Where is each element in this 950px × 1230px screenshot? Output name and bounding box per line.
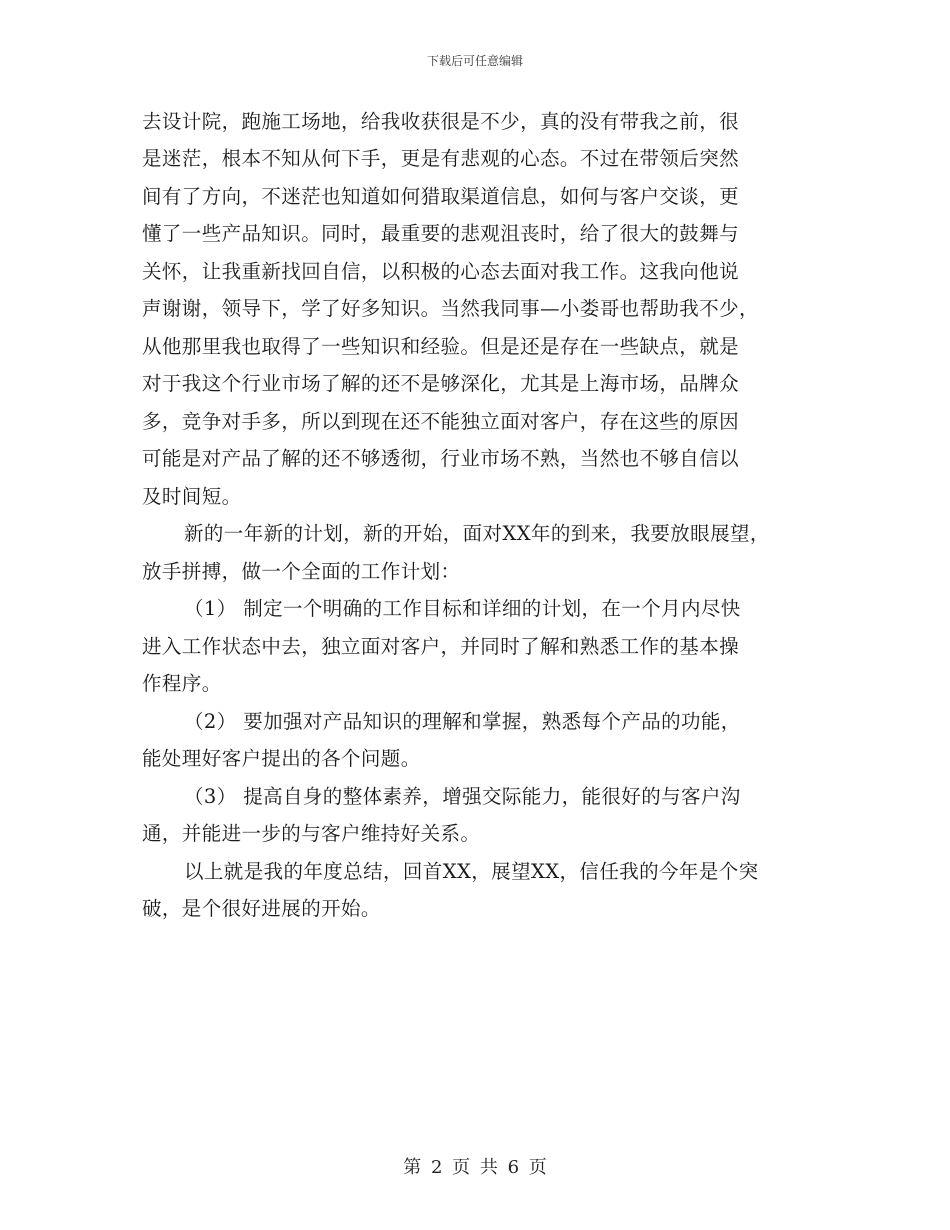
text-line: 关怀，让我重新找回自信，以积极的心态去面对我工作。这我向他说: [142, 260, 740, 283]
text-line: 破，是个很好进展的开始。: [142, 897, 381, 920]
text-line: 可能是对产品了解的还不够透彻，行业市场不熟，当然也不够自信以: [142, 447, 740, 470]
text-line: 及时间短。: [142, 485, 242, 508]
text-line: （2） 要加强对产品知识的理解和掌握，熟悉每个产品的功能，: [184, 710, 741, 733]
text-line: 声谢谢，领导下，学了好多知识。当然我同事—小娄哥也帮助我不少，: [142, 297, 759, 320]
text-line: 是迷茫，根本不知从何下手，更是有悲观的心态。不过在带领后突然: [142, 147, 740, 170]
page-header: 下载后可任意编辑: [426, 54, 523, 68]
text-line: 新的一年新的计划，新的开始，面对XX年的到来，我要放眼展望，: [184, 522, 770, 545]
text-line: 放手拼搏，做一个全面的工作计划：: [142, 560, 461, 583]
text-line: 懂了一些产品知识。同时，最重要的悲观沮丧时，给了很大的鼓舞与: [142, 222, 740, 245]
text-line: 去设计院，跑施工场地，给我收获很是不少，真的没有带我之前，很: [142, 110, 740, 133]
text-line: 从他那里我也取得了一些知识和经验。但是还是存在一些缺点，就是: [142, 335, 740, 358]
page-number: 第 2 页 共 6 页: [403, 1157, 547, 1178]
text-line: 间有了方向，不迷茫也知道如何猎取渠道信息，如何与客户交谈，更: [142, 185, 740, 208]
text-line: 进入工作状态中去，独立面对客户，并同时了解和熟悉工作的基本操: [142, 635, 740, 658]
text-line: 多，竞争对手多，所以到现在还不能独立面对客户，存在这些的原因: [142, 410, 740, 433]
text-line: 通，并能进一步的与客户维持好关系。: [142, 822, 481, 845]
text-line: 以上就是我的年度总结，回首XX，展望XX，信任我的今年是个突: [184, 860, 759, 883]
text-line: 作程序。: [142, 672, 222, 695]
text-line: （3） 提高自身的整体素养，增强交际能力，能很好的与客户沟: [184, 785, 741, 808]
text-line: （1） 制定一个明确的工作目标和详细的计划，在一个月内尽快: [184, 597, 741, 620]
text-line: 能处理好客户提出的各个问题。: [142, 747, 421, 770]
text-line: 对于我这个行业市场了解的还不是够深化，尤其是上海市场，品牌众: [142, 372, 740, 395]
